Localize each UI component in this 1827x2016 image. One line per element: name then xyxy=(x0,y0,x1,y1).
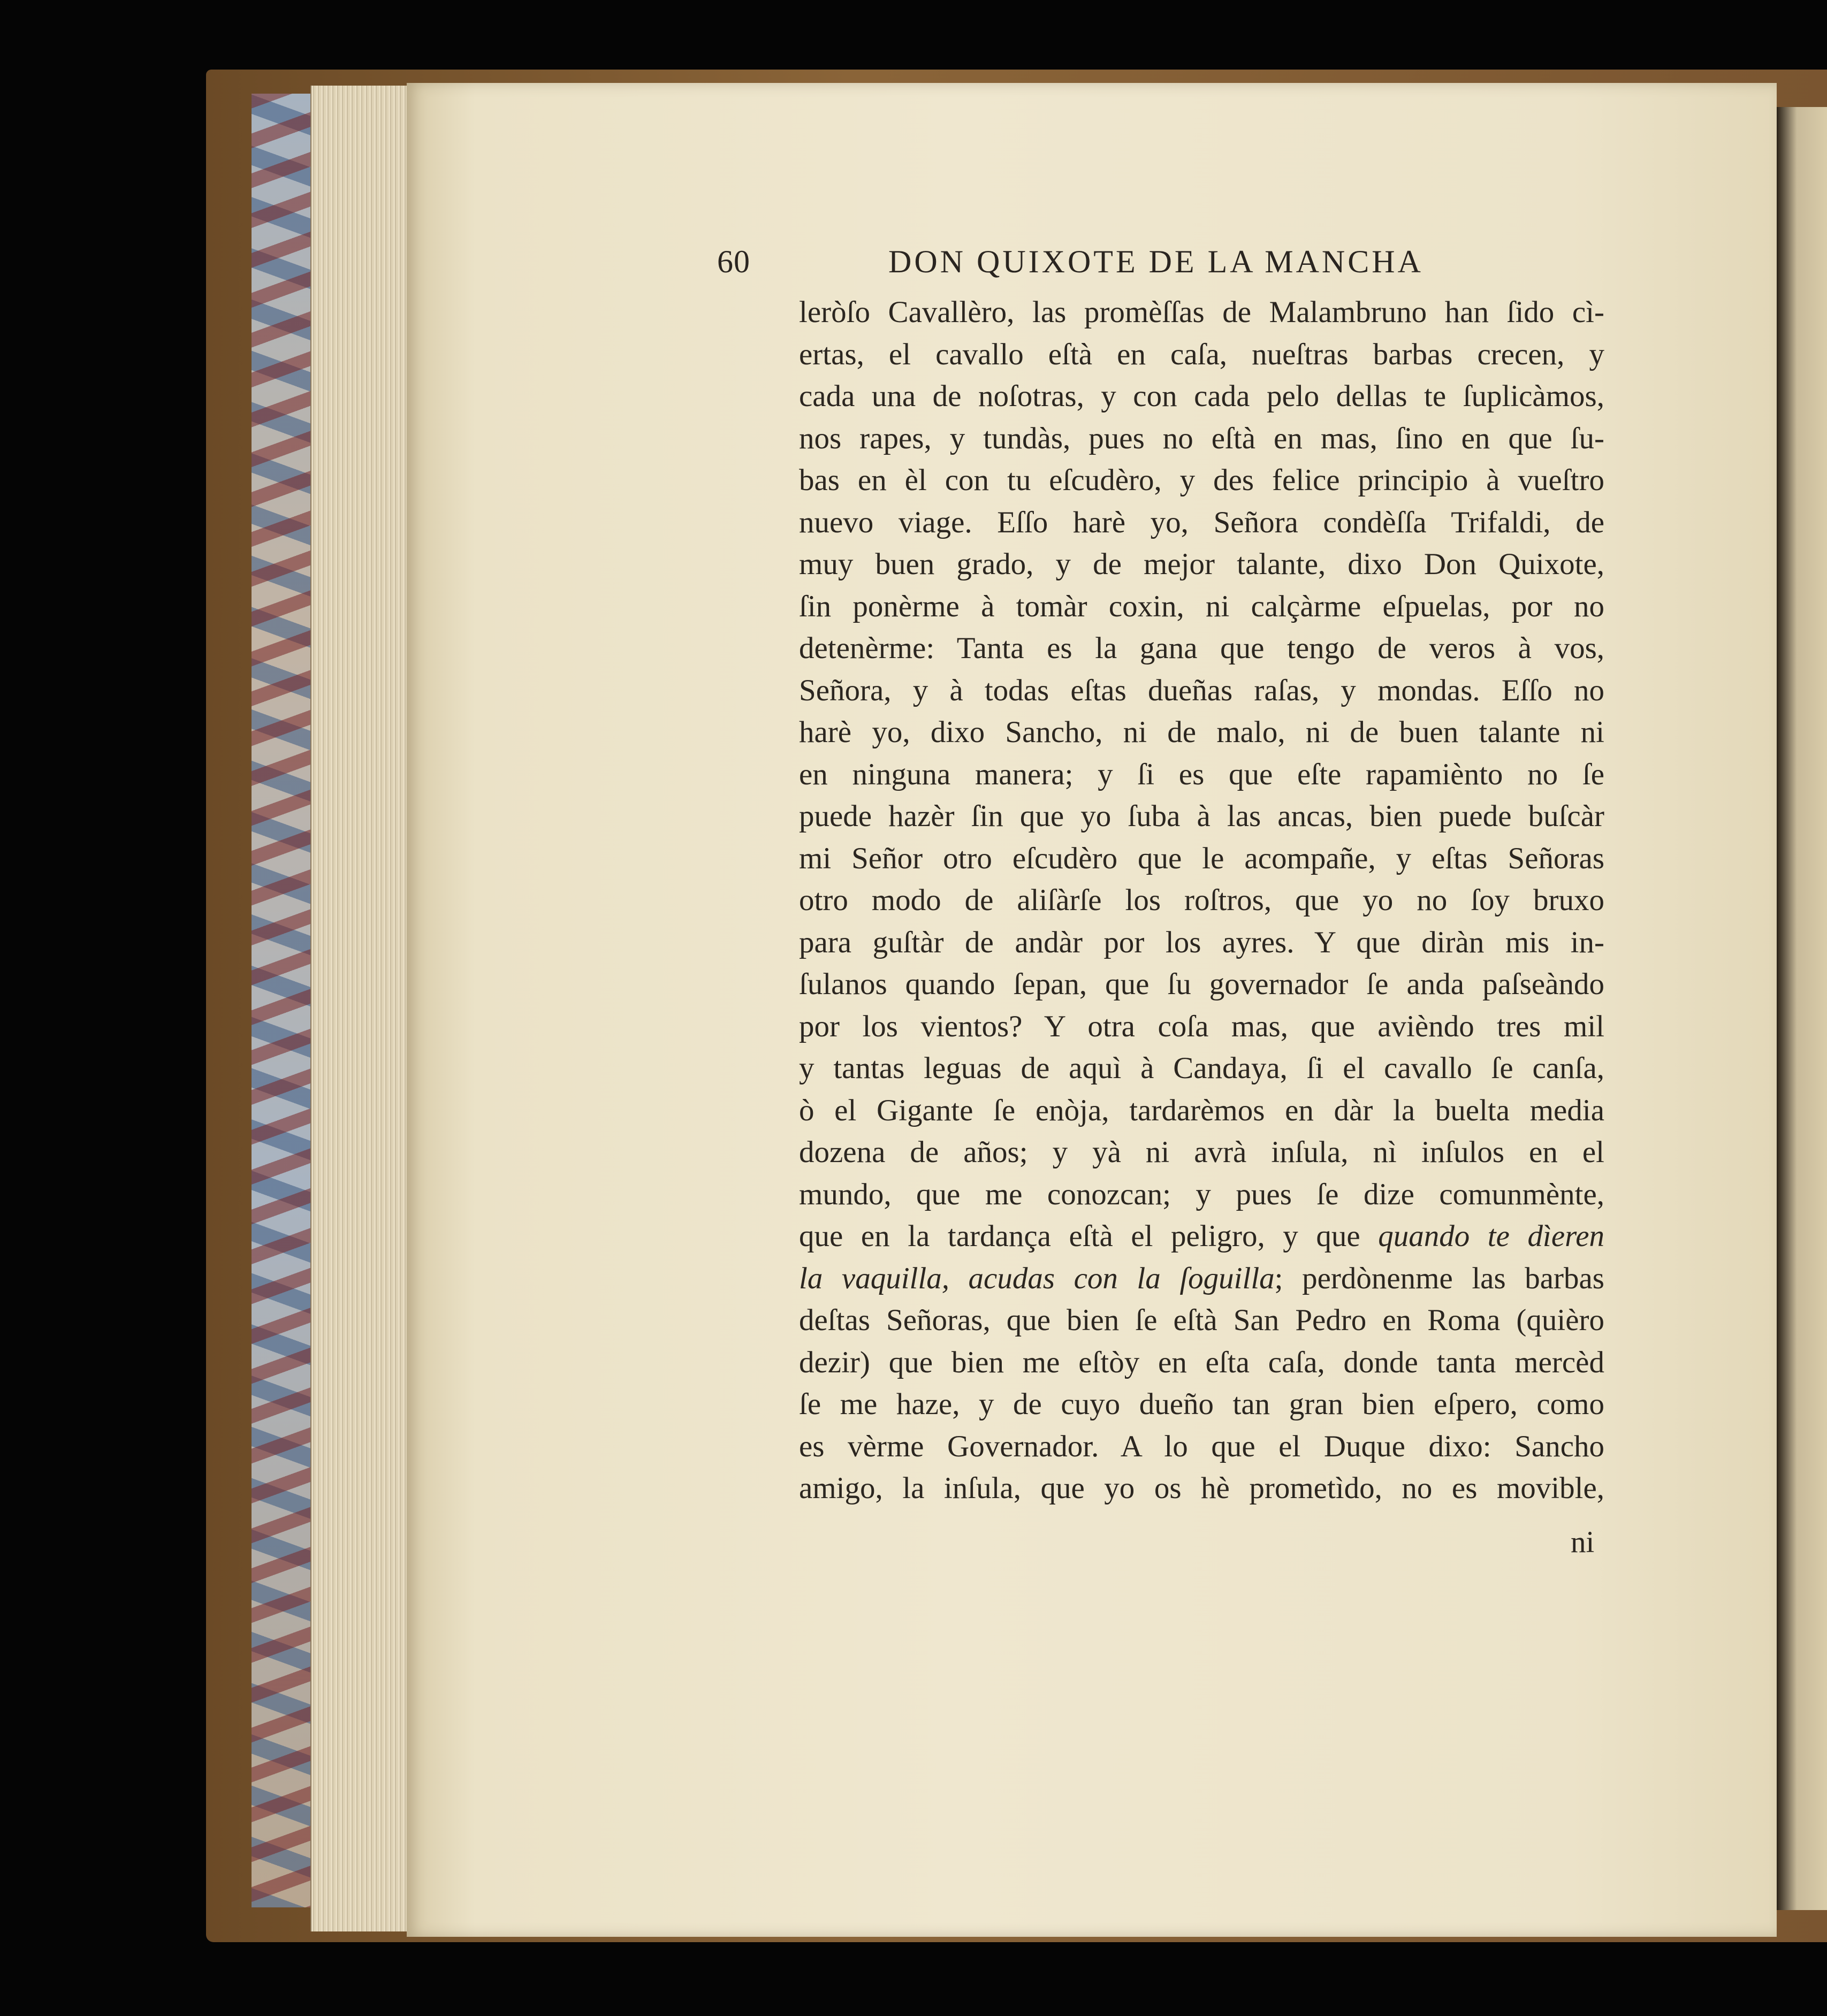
text-line: ertas, el cavallo eſtà en caſa, nueſtras barbas crecen, y xyxy=(799,337,1604,371)
text-line: es vèrme Governador. A lo que el Duque dixo: Sancho xyxy=(799,1429,1604,1463)
text-line: bas en èl con tu eſcudèro, y des felice principio à vueſtro xyxy=(799,463,1604,497)
text-line: en ninguna manera; y ſi es que eſte rapamiènto no ſe xyxy=(799,757,1604,791)
page-number: 60 xyxy=(717,244,750,279)
marbled-endpaper xyxy=(252,94,312,1907)
roman-text: que en la tardança eſtà el peligro, y que xyxy=(799,1219,1379,1253)
body-text xyxy=(799,292,1604,1510)
text-line: para guſtàr de andàr por los ayres. Y que diràn mis in- xyxy=(799,925,1604,959)
text-line: detenèrme: Tanta es la gana que tengo de veros à vos, xyxy=(799,631,1604,665)
text-line: nuevo viage. Eſſo harè yo, Señora condèſſa Trifaldi, de xyxy=(799,505,1604,539)
italic-text: quando te dìeren xyxy=(1378,1219,1604,1253)
text-line-with-italic xyxy=(799,1216,1604,1258)
text-line: ſulanos quando ſepan, que ſu governador ſe anda paſseàndo xyxy=(799,967,1604,1001)
text-line: dezir) que bien me eſtòy en eſta caſa, donde tanta mercèd xyxy=(799,1345,1604,1379)
text-line: dozena de años; y yà ni avrà inſula, nì inſulos en el xyxy=(799,1135,1604,1169)
text-line: nos rapes, y tundàs, pues no eſtà en mas, ſino en que ſu- xyxy=(799,421,1604,455)
text-line: amigo, la inſula, que yo os hè prometìdo, no es movible, xyxy=(799,1471,1604,1505)
text-line: otro modo de aliſàrſe los roſtros, que yo no ſoy bruxo xyxy=(799,883,1604,917)
page-fore-edge xyxy=(310,86,408,1931)
text-line: cada una de noſotras, y con cada pelo dellas te ſuplicàmos, xyxy=(799,379,1604,413)
text-line: por los vientos? Y otra coſa mas, que avièndo tres mil xyxy=(799,1009,1604,1043)
text-line-with-italic xyxy=(799,1258,1604,1300)
text-line: Señora, y à todas eſtas dueñas raſas, y mondas. Eſſo no xyxy=(799,673,1604,707)
text-line: ſe me haze, y de cuyo dueño tan gran bien eſpero, como xyxy=(799,1387,1604,1421)
text-line: puede hazèr ſin que yo ſuba à las ancas, bien puede buſcàr xyxy=(799,799,1604,833)
text-line: harè yo, dixo Sancho, ni de malo, ni de buen talante ni xyxy=(799,715,1604,749)
text-line: mi Señor otro eſcudèro que le acompañe, y eſtas Señoras xyxy=(799,841,1604,875)
text-line: mundo, que me conozcan; y pues ſe dize comunmènte, xyxy=(799,1177,1604,1211)
text-line: ò el Gigante ſe enòja, tardarèmos en dàr la buelta media xyxy=(799,1093,1604,1127)
running-title: DON QUIXOTE DE LA MANCHA xyxy=(888,244,1423,279)
text-line: leròſo Cavallèro, las promèſſas de Malambruno han ſido cì- xyxy=(799,295,1604,329)
text-line: deſtas Señoras, que bien ſe eſtà San Pedro en Roma (quièro xyxy=(799,1303,1604,1337)
text-line: y tantas leguas de aquì à Candaya, ſi el cavallo ſe canſa, xyxy=(799,1051,1604,1085)
text-line: ſin ponèrme à tomàr coxin, ni calçàrme eſpuelas, por no xyxy=(799,589,1604,623)
page-header xyxy=(717,243,1589,297)
facing-page-edge xyxy=(1777,107,1827,1910)
italic-text: la vaquilla, acudas con la ſoguilla xyxy=(799,1261,1275,1295)
roman-text: ; perdònenme las barbas xyxy=(1274,1261,1604,1295)
text-line: muy buen grado, y de mejor talante, dixo Don Quixote, xyxy=(799,547,1604,581)
catchword: ni xyxy=(1571,1525,1595,1559)
